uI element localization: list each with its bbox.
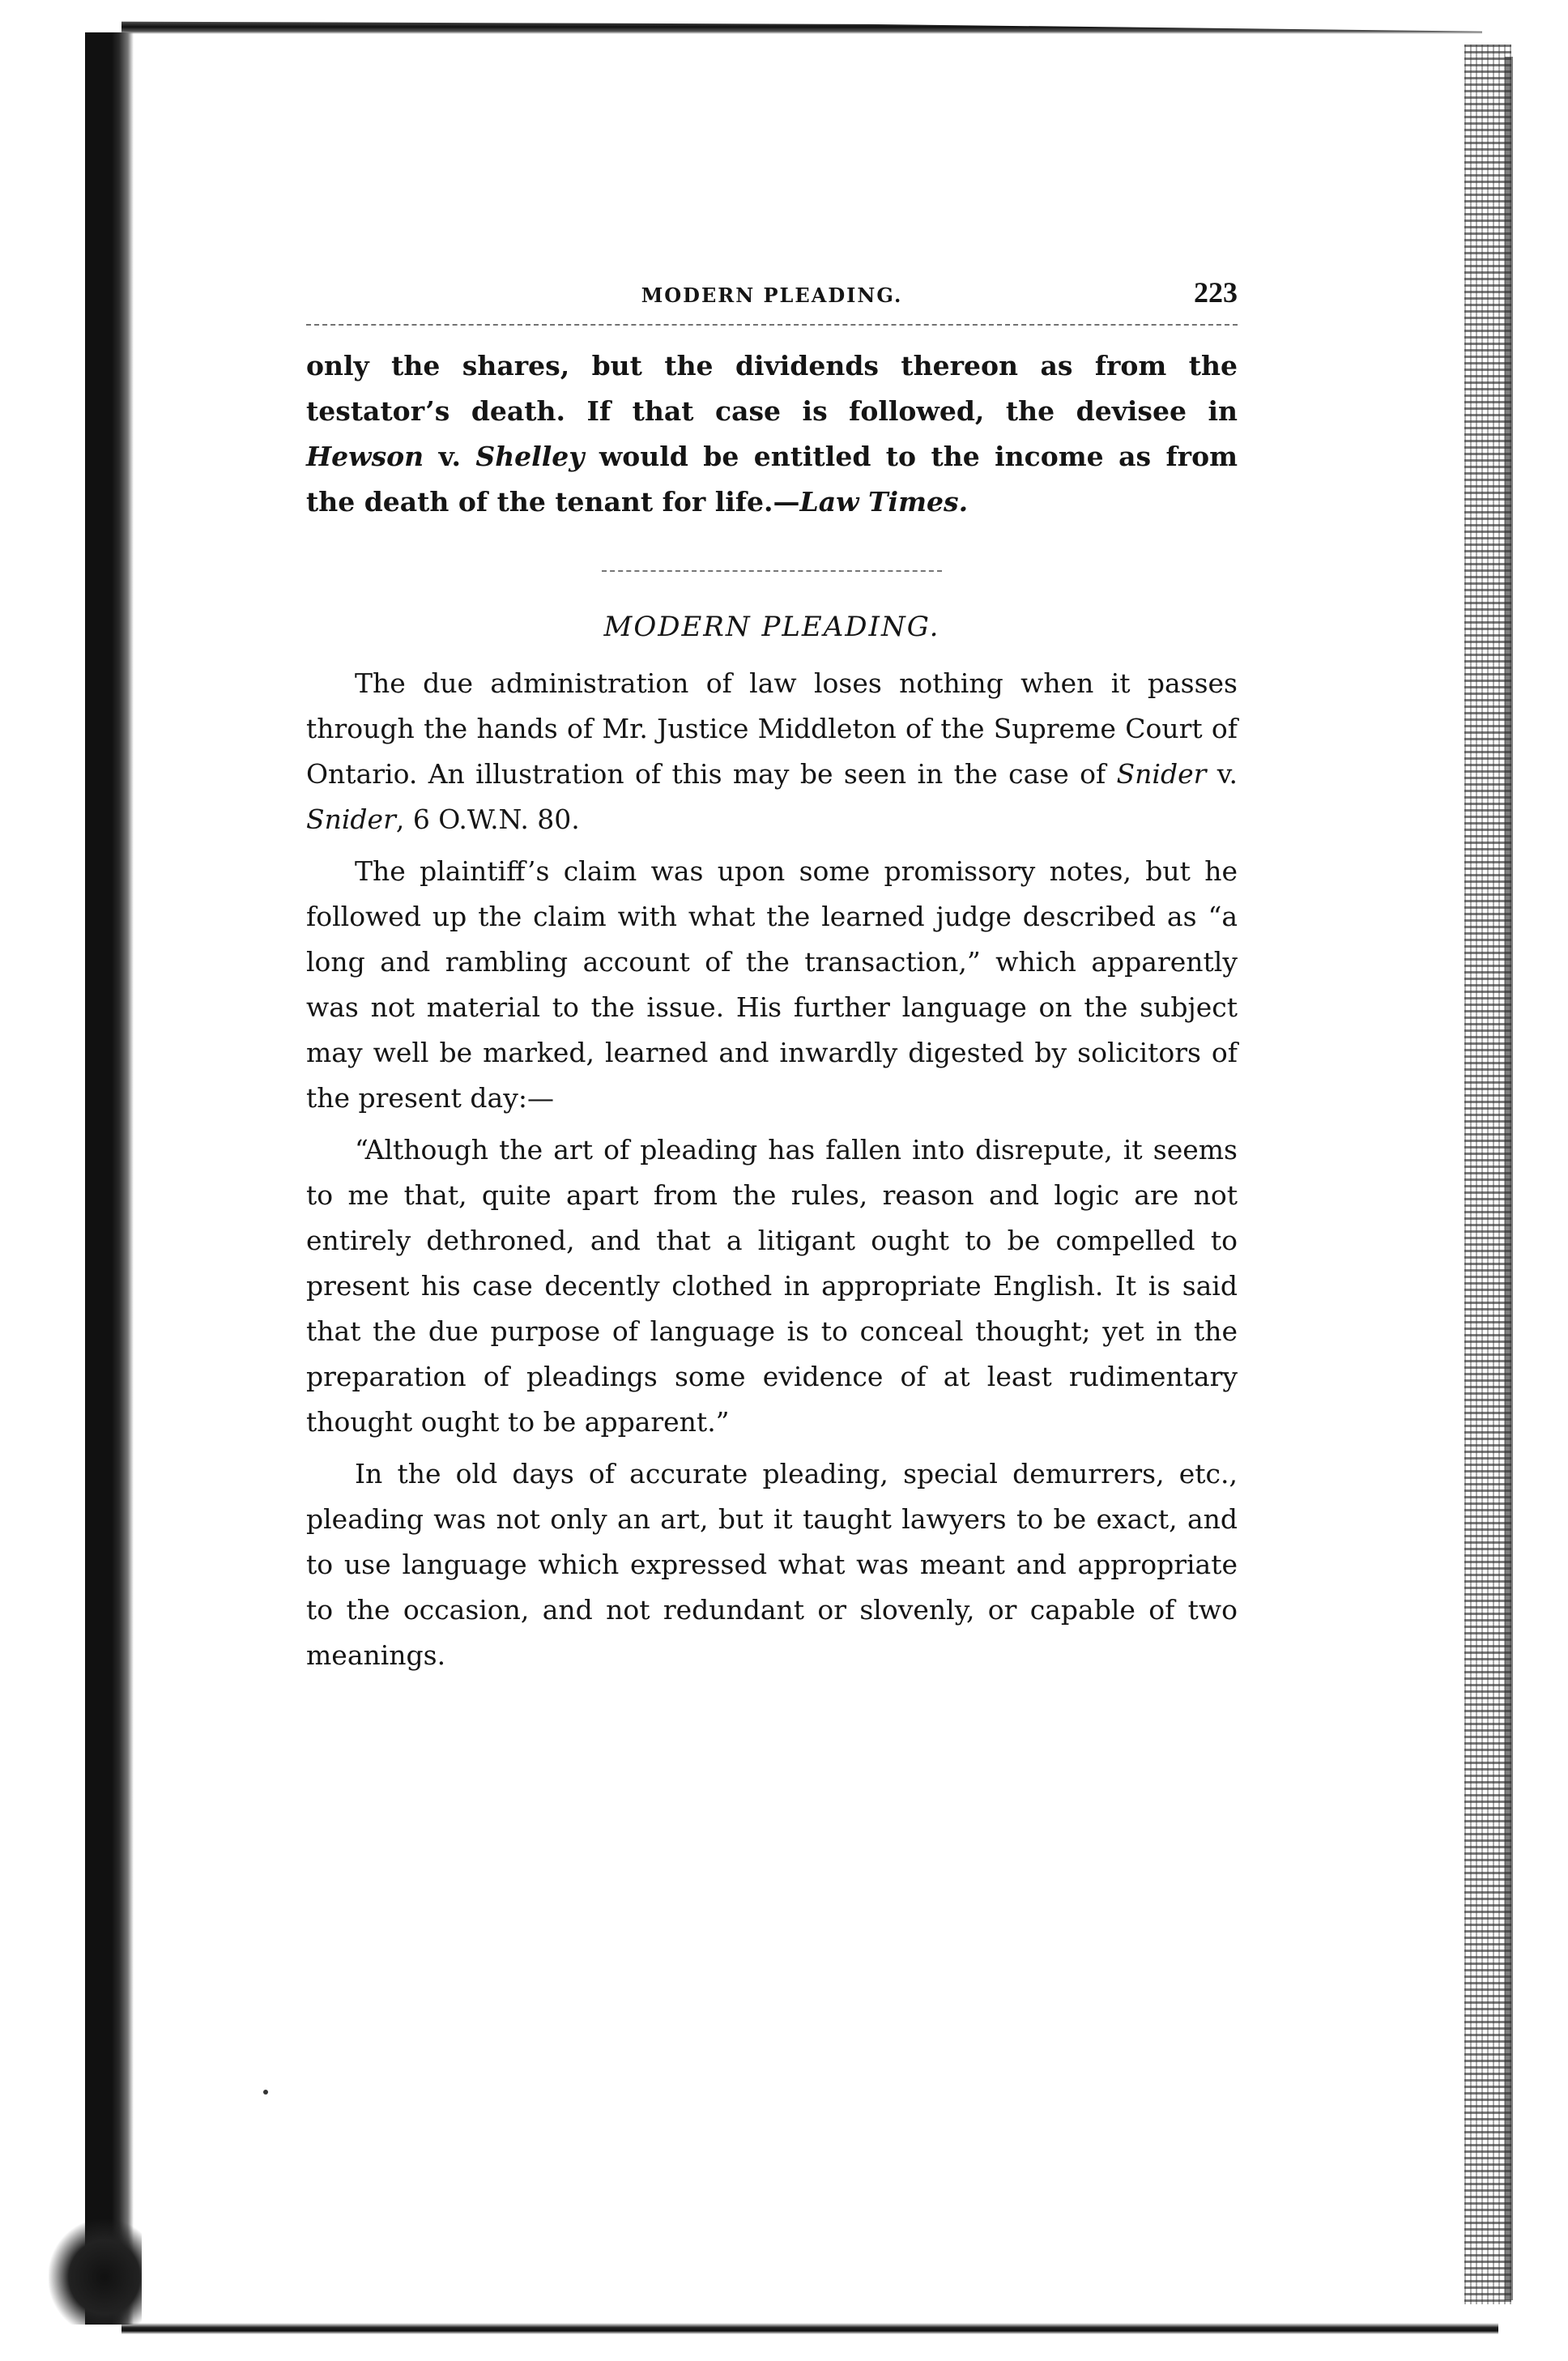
article-paragraph-4: In the old days of accurate pleading, special demurrers, etc., pleading was not only an art, but it taught lawyers to be exact, and to use language which expressed what was meant and appropriate to the occasion, and not redundant or slovenly, or capable of two meanings. xyxy=(306,1458,1238,1671)
header-rule xyxy=(306,324,1238,327)
source-citation: Law Times. xyxy=(799,486,969,518)
article-paragraph-1 xyxy=(306,661,1238,842)
case-name-hewson: Hewson xyxy=(306,441,424,472)
stray-ink-dot xyxy=(263,2090,268,2095)
p1-text-2: v. xyxy=(1206,758,1238,790)
scan-ink-blot xyxy=(49,2219,142,2325)
running-title: MODERN PLEADING. xyxy=(641,283,903,307)
carryover-text-2: v. xyxy=(424,441,476,472)
carryover-text-3: would be entitled to the income as from the death of the tenant for life.— xyxy=(306,441,1238,518)
running-header xyxy=(306,275,1238,313)
article-title: MODERN PLEADING. xyxy=(603,611,940,643)
case-name-snider-a: Snider xyxy=(1116,758,1207,790)
section-divider xyxy=(602,570,942,572)
quotation-paragraph: “Although the art of pleading has fallen into disrepute, it seems to me that, quite apart from the rules, reason and logic are not entirely dethroned, and that a litigant ought to be compelled to present his case decently clothed in appropriate English. It is said that the due purpose of language is to conceal thought; yet in the preparation of pleadings some evidence of at least rudimentary thought ought to be apparent.” xyxy=(306,1134,1238,1438)
case-name-shelley: Shelley xyxy=(475,441,585,472)
book-page xyxy=(306,275,1238,1678)
scan-border-top xyxy=(121,16,1482,34)
scan-border-bottom xyxy=(121,2323,1498,2334)
article-paragraph-2: The plaintiff’s claim was upon some promissory notes, but he followed up the claim with what the learned judge described as “a long and rambling account of the transaction,” which apparently was not material to the issue. His further language on the subject may well be marked, learned and inwardly digested by solicitors of the present day:— xyxy=(306,855,1238,1114)
p1-text-3: , 6 O.W.N. 80. xyxy=(395,803,580,835)
case-name-snider-b: Snider xyxy=(306,803,396,835)
scan-border-left xyxy=(85,32,134,2325)
carryover-paragraph xyxy=(306,343,1238,525)
page-number: 223 xyxy=(1194,276,1238,309)
p1-text-1: The due administration of law loses nothing when it passes through the hands of Mr. Justice Middleton of the Supreme Court of Ontario. An illustration of this may be seen in the case of xyxy=(306,667,1238,790)
scan-edge-right xyxy=(1505,57,1513,2300)
carryover-text-1: only the shares, but the dividends thereon as from the testator’s death. If that case is followed, the devisee in xyxy=(306,350,1238,427)
